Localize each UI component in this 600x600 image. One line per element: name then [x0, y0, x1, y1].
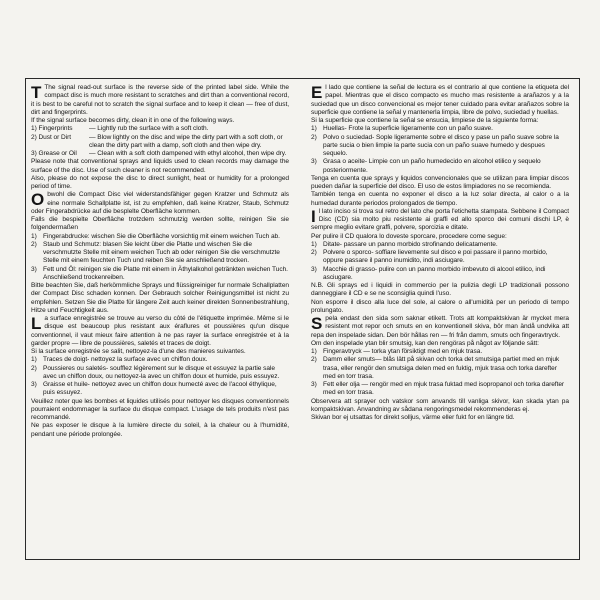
de-item-2: 2) Staub und Schmutz: blasen Sie leicht über die Platte und wischen Sie die verschmutzte Stelle mit einem weichen Tuch ab oder reinigen Sie die verschmutzte Stelle mit einem feuchten Tuch und reiben Sie sie anschließend trocken.: [31, 240, 280, 265]
en-item-1: 1) Fingerprints — Lightly rub the surface with a soft cloth.: [31, 125, 209, 133]
sv-note-2: Skivan bor ej utsattas for direkt solljus, värme eller fukt for en längre tid.: [311, 414, 515, 421]
fr-item-2: 2) Poussieres ou saletés- soufflez légèrement sur le disque et essuyez la partie sale avec un chiffon doux, ou nettoyez-la avec un chiffon doux et humide, puis essuyez.: [31, 364, 280, 380]
de-lead: Falls die bespielte Oberfläche trotzdem schmutzig werden sollte, reinigen Sie sie folgendermaßen: [31, 216, 289, 232]
fr-lead: Si la surface enregistrée se salit, nettoyez-la d'une des manieres suivantes.: [31, 348, 246, 355]
de-item-1: 1) Fingerabdrucke: wischen Sie die Oberfläche vorsichtig mit einem weichen Tuch ab.: [31, 232, 280, 240]
fr-item-3: 3) Graisse et huile- nettoyez avec un chiffon doux humecté avec de l'acool éthylique, puis essuyez.: [31, 381, 277, 397]
drop-cap-l: L: [31, 314, 42, 333]
sv-note-1: Observera att sprayer och vatskor som anvands till vanliga skivor, kan skada ytan pa kompaktskivan. Anvandning av sådana rengoringsmedel rekommenderas ej.: [311, 397, 569, 413]
sv-item-1: 1) Fingeravtryck — torka ytan försiktigt med en mjuk trasa.: [311, 348, 483, 355]
en-item-3: 3) Grease or Oil — Clean with a soft cloth dampened with ethyl alcohol, then wipe dry.: [31, 150, 287, 157]
sv-item-2: 2) Damm eller smuts— blås lätt på skivan och torka det smutsiga partiet med en mjuk trasa, eller rengör den smutsiga delen med en fuktig, mjuk trasa och torka darefter med en torr trasa.: [311, 356, 560, 380]
drop-cap-t: T: [31, 83, 42, 102]
en-item-2: 2) Dust or Dirt — Blow lightly on the disc and wipe the dirty part with a soft cloth, or clean the dirty part with a damp, soft cloth and then wipe dry.: [31, 133, 283, 149]
es-item-3: 3) Grasa o aceite- Limpie con un paño humedecido en alcohol etilico y sequelo posteriormente.: [311, 158, 541, 174]
sv-item-3: 3) Fett eller olja — rengör med en mjuk trasa fuktad med isopropanol och torka darefter med en torr trasa.: [311, 381, 565, 397]
it-lead: Per pulire il CD qualora lo doveste sporcare, procedere come segue:: [311, 232, 507, 240]
en-intro: T The signal read-out surface is the reverse side of the printed label side. While the compact disc is much more resistant to scratches and dirt than a conventional record, it is best to be careful not to scratch the signal surface and to keep it clean — free of dust, dirt and fingerprints.: [31, 83, 289, 116]
en-note-2: Also, please do not expose the disc to direct sunlight, heat or humidity for a prolonged period of time.: [31, 174, 289, 190]
drop-cap-s: S: [311, 314, 323, 333]
fr-intro: La surface enregistrée se trouve au verso du côté de l'étiquette imprimée. Même si le disque est beaucoup plus resistant aux éraflures et poussières qu'un disque conventionnel, il vaut mieux faire attention à ne pas rayer la surface enregistrée et à la garder propre — libre de poussières, saletés et traces de doigt.: [31, 314, 289, 347]
es-item-2: 2) Polvo o suciedad- Sople ligeramente sobre el disco y pase un paño suave sobre la parte sucia o bien limpie la parte sucia con un paño suave humedo y despues sequelo.: [311, 133, 559, 157]
it-item-2: 2) Polvere o sporco- soffiare lievemente sul disco e poi passare il panno morbido, oppure passare il panno inumidito, indi asciugare.: [311, 249, 548, 265]
de-item-3: 3) Fett und Öl: reinigen sie die Platte mit einem in Äthylalkohol getränkten weichen Tuch. Anschließend trockenreiben.: [31, 265, 288, 281]
fr-note-1: Veuillez noter que les bombes et liquides utilisés pour nettoyer les disques conventionnels pourraient endommager la surface du disque compact. L'usage de tels produits n'est pas recommandé.: [31, 397, 289, 421]
drop-cap-i: I: [311, 206, 316, 226]
sv-intro: Spela endast den sida som saknar etikett. Trots att kompaktskivan är mycket mera resistent mot repor och smuts en en konventionell skiva, bör man ändå undvika att repa den inspelade sidan. Den bör hållas ren — fri från damm, smuts och fingeravtryck.: [311, 314, 569, 339]
de-intro: Obwohl die Compact Disc viel widerstandsfähiger gegen Kratzer und Schmutz als eine normale Schallplatte ist, ist zu empfehlen, daß keine Kratzer, Staub, Schmutz oder Fingerabdrücke auf die besplelte Oberfläche kommen.: [31, 190, 289, 215]
it-intro: Il lato inciso si trova sul retro del lato che porta l'etichetta stampata. Sebbene il Compact Disc (CD) sia molto piu resistente ai graffi ed allo sporco dei comuni dischi LP, è sempre meglio evitare graffi, polvere, sporcizia e ditate.: [311, 206, 569, 232]
it-note-1: N.B. Gli sprays ed i liquidi in commercio per la pulizia degli LP tradizionali possono danneggiare il CD e se ne sconsiglia quindi l'uso.: [311, 282, 569, 298]
drop-cap-o: O: [31, 190, 45, 210]
es-intro: El lado que contiene la señal de lectura es el contrario al que contiene la etiqueta del papel. Mientras que el disco compacto es mucho mas resistente a arañazos y a la suciedad que un disco convencional es mejor tener cuidado para evitar arañazos sobre la superficie que contiene la señal y mantenerla limpia, libre de polvo, suciedad y huellas.: [311, 83, 569, 116]
it-note-2: Non esporre il disco alla luce del sole, al calore o all'umidità per un periodo di tempo prolungato.: [311, 298, 569, 314]
fr-item-1: 1) Traces de doigt- nettoyez la surface avec un chiffon doux.: [31, 356, 208, 364]
it-item-1: 1) Ditate- passare un panno morbido strofinando delicatamente.: [311, 240, 498, 248]
en-lead: If the signal surface becomes dirty, clean it in one of the following ways.: [31, 117, 235, 124]
en-note-1: Please note that conventional sprays and liquids used to clean records may damage the surface of the disc. Use of such cleaner is not recommended.: [31, 158, 289, 174]
es-lead: Si la superficie que contiene la señal se ensucia, limpiese de la siguiente forma:: [311, 117, 539, 124]
es-item-1: 1) Huellas- Frote la superficie ligeramente con un paño suave.: [311, 125, 493, 133]
it-item-3: 3) Macchie di grasso- pulire con un panno morbido imbevuto di alcool etilico, indi asciugare.: [311, 265, 546, 281]
de-note: Bitte beachten Sie, daß herkömmliche Sprays und flüssigreiniger fur normale Schallplatten der Compact Disc schaden konnen. Der Gebrauch solcher Reinigungsmittel ist nicht zu empfehlen. Setzen Sie die Platte für längere Zeit auch keiner direkten Sonnenbestrahlung, Hitze und Feuchtigkeit aus.: [31, 282, 289, 314]
es-note-1: Tenga en cuenta que sprays y liquidos convencionales que se utilizan para limpiar discos pueden dañar la superficie del disco. El uso de estos limpiadores no se recomienda.: [311, 174, 569, 190]
right-column: [311, 84, 569, 422]
sv-lead: Om den inspelade ytan blir smutsig, kan den rengöras på något av följande sätt:: [311, 339, 539, 347]
es-note-2: También tenga en cuenta no exponer el disco a la luz solar directa, al calor o a la humedad durante periodos prolongados de tiempo.: [311, 191, 569, 207]
drop-cap-e: E: [311, 83, 323, 102]
fr-note-2: Ne pas exposer le disque à la lumière directe du soleil, à la chaleur ou à l'humidité, pendant une période prolongée.: [31, 422, 289, 438]
left-column: [31, 84, 289, 439]
